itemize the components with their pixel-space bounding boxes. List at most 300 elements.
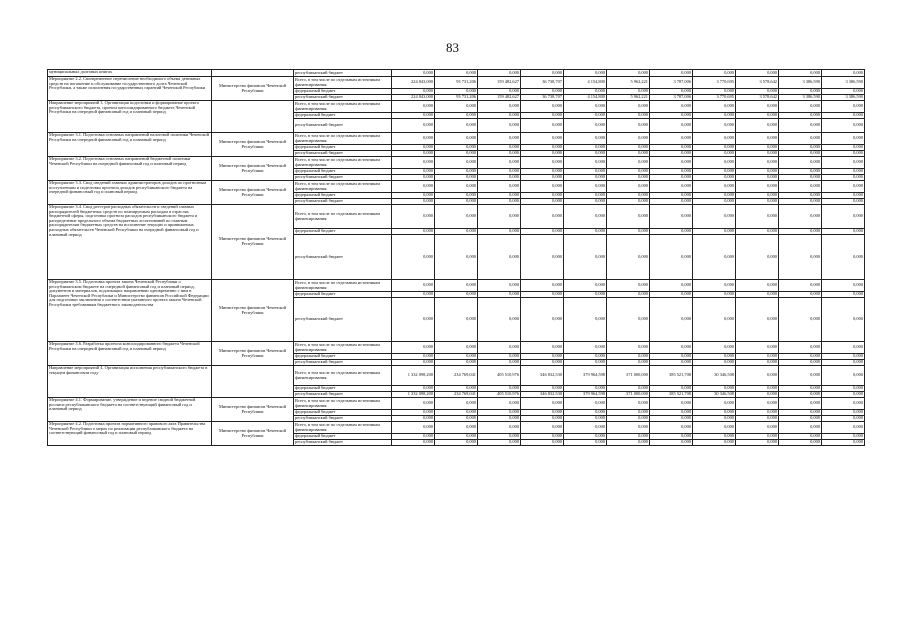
amount-cell: 0,000 [435, 292, 478, 298]
amount-cell: 0,000 [564, 89, 607, 95]
amount-cell: 0,000 [693, 101, 736, 113]
amount-cell: 0,000 [478, 101, 521, 113]
amount-cell: 3 386,590 [779, 95, 822, 101]
amount-cell: 0,000 [607, 175, 650, 181]
executor-cell [212, 70, 294, 77]
amount-cell: 0,000 [607, 280, 650, 292]
amount-cell: 0,000 [736, 416, 779, 422]
amount-cell: 0,000 [521, 133, 564, 145]
amount-cell: 346 832,530 [521, 392, 564, 398]
amount-cell: 3 386,590 [779, 77, 822, 89]
amount-cell: 30 346,508 [693, 366, 736, 386]
amount-cell: 0,000 [392, 360, 435, 366]
amount-cell: 0,000 [650, 342, 693, 354]
executor-cell: Министерство финансов Чеченской Республики [212, 181, 294, 205]
table-row [48, 280, 865, 292]
amount-cell: 0,000 [650, 89, 693, 95]
amount-cell: 0,000 [650, 133, 693, 145]
amount-cell: 0,000 [392, 199, 435, 205]
amount-cell: 0,000 [478, 229, 521, 235]
amount-cell: 0,000 [607, 292, 650, 298]
amount-cell: 0,000 [478, 386, 521, 392]
amount-cell: 0,000 [607, 70, 650, 77]
amount-cell: 0,000 [736, 101, 779, 113]
amount-cell: 0,000 [736, 235, 779, 280]
amount-cell: 0,000 [478, 145, 521, 151]
amount-cell: 0,000 [779, 193, 822, 199]
amount-cell: 0,000 [564, 113, 607, 119]
amount-cell: 0,000 [779, 298, 822, 342]
amount-cell: 0,000 [736, 175, 779, 181]
amount-cell: 0,000 [392, 342, 435, 354]
table-body [48, 70, 865, 446]
amount-cell: 0,000 [478, 280, 521, 292]
amount-cell: 0,000 [736, 229, 779, 235]
amount-cell: 0,000 [435, 205, 478, 229]
amount-cell: 0,000 [736, 354, 779, 360]
amount-cell: 0,000 [521, 416, 564, 422]
amount-cell: 0,000 [392, 410, 435, 416]
funding-source-cell: Всего, в том числе по отдельным источникам финансирования: [294, 157, 392, 169]
amount-cell: 0,000 [564, 292, 607, 298]
amount-cell: 0,000 [607, 235, 650, 280]
amount-cell: 0,000 [822, 360, 865, 366]
amount-cell: 0,000 [736, 422, 779, 434]
amount-cell: 0,000 [779, 101, 822, 113]
amount-cell: 30 346,508 [693, 392, 736, 398]
funding-source-cell: республиканский бюджет [294, 151, 392, 157]
executor-cell: Министерство финансов Чеченской Республики [212, 133, 294, 157]
amount-cell: 0,000 [435, 133, 478, 145]
amount-cell: 0,000 [779, 113, 822, 119]
amount-cell: 0,000 [435, 70, 478, 77]
amount-cell: 0,000 [650, 440, 693, 446]
table-row [48, 70, 865, 77]
amount-cell: 0,000 [392, 422, 435, 434]
amount-cell: 371 000,000 [607, 392, 650, 398]
table-row [48, 342, 865, 354]
amount-cell: 0,000 [435, 145, 478, 151]
table-row [48, 398, 865, 410]
table-row [48, 366, 865, 386]
funding-source-cell: Всего, в том числе по отдельным источникам финансирования: [294, 205, 392, 229]
amount-cell: 0,000 [607, 416, 650, 422]
table-row [48, 133, 865, 145]
amount-cell: 0,000 [693, 133, 736, 145]
amount-cell: 0,000 [650, 292, 693, 298]
amount-cell: 0,000 [564, 298, 607, 342]
amount-cell: 0,000 [564, 181, 607, 193]
amount-cell: 0,000 [564, 151, 607, 157]
amount-cell: 0,000 [435, 386, 478, 392]
amount-cell: 0,000 [822, 70, 865, 77]
amount-cell: 0,000 [607, 434, 650, 440]
amount-cell: 0,000 [521, 145, 564, 151]
amount-cell: 0,000 [564, 354, 607, 360]
amount-cell: 0,000 [564, 360, 607, 366]
funding-source-cell: республиканский бюджет [294, 360, 392, 366]
amount-cell: 0,000 [564, 342, 607, 354]
amount-cell: 0,000 [564, 133, 607, 145]
amount-cell: 0,000 [435, 151, 478, 157]
amount-cell: 0,000 [779, 133, 822, 145]
amount-cell: 0,000 [822, 101, 865, 113]
amount-cell: 0,000 [779, 181, 822, 193]
amount-cell: 0,000 [392, 157, 435, 169]
funding-source-cell: Всего, в том числе по отдельным источникам финансирования: [294, 398, 392, 410]
executor-cell: Министерство финансов Чеченской Республики [212, 280, 294, 342]
amount-cell: 0,000 [607, 422, 650, 434]
activity-name-cell: Мероприятие 2.2. Своевременное перечисление необходимого объема денежных средств на погашение и обслуживание государственного долга Чеченской Республики, а также исполнения государственных гарантий Чеченской Республики [48, 77, 212, 101]
amount-cell: 0,000 [607, 410, 650, 416]
amount-cell: 0,000 [779, 392, 822, 398]
amount-cell: 0,000 [607, 89, 650, 95]
amount-cell: 0,000 [392, 70, 435, 77]
amount-cell: 0,000 [478, 342, 521, 354]
amount-cell: 0,000 [564, 416, 607, 422]
amount-cell: 3 770,695 [693, 77, 736, 89]
amount-cell: 0,000 [478, 235, 521, 280]
amount-cell: 0,000 [392, 354, 435, 360]
amount-cell: 0,000 [435, 422, 478, 434]
amount-cell: 0,000 [478, 434, 521, 440]
amount-cell: 0,000 [435, 280, 478, 292]
amount-cell: 0,000 [607, 342, 650, 354]
amount-cell: 0,000 [392, 175, 435, 181]
amount-cell: 0,000 [822, 205, 865, 229]
funding-source-cell: республиканский бюджет [294, 298, 392, 342]
amount-cell: 0,000 [736, 133, 779, 145]
activity-name-cell: Направление мероприятий 3. Организация подготовки и формирование проекта республиканского бюджета, проекта консолидированного бюджета Чеченской Республики на очередной финансовый год и плановый период [48, 101, 212, 133]
amount-cell: 0,000 [822, 113, 865, 119]
amount-cell: 0,000 [392, 434, 435, 440]
amount-cell: 0,000 [478, 422, 521, 434]
amount-cell: 3 578,642 [736, 95, 779, 101]
amount-cell: 0,000 [521, 193, 564, 199]
amount-cell: 0,000 [478, 70, 521, 77]
amount-cell: 159 482,627 [478, 95, 521, 101]
amount-cell: 346 832,530 [521, 366, 564, 386]
executor-cell: Министерство финансов Чеченской Республики [212, 422, 294, 446]
amount-cell: 0,000 [650, 298, 693, 342]
amount-cell: 0,000 [478, 360, 521, 366]
amount-cell: 0,000 [779, 422, 822, 434]
amount-cell: 0,000 [822, 199, 865, 205]
activity-name-cell: Мероприятие 4.1. Формирование, утверждение и ведение сводной бюджетной росписи республиканского бюджета на соответствующий финансовый год и плановый период [48, 398, 212, 422]
amount-cell: 0,000 [392, 133, 435, 145]
amount-cell: 0,000 [822, 175, 865, 181]
funding-source-cell: федеральный бюджет [294, 434, 392, 440]
amount-cell: 0,000 [693, 235, 736, 280]
amount-cell: 0,000 [392, 292, 435, 298]
amount-cell: 0,000 [822, 416, 865, 422]
amount-cell: 0,000 [822, 133, 865, 145]
amount-cell: 0,000 [564, 280, 607, 292]
amount-cell: 0,000 [521, 386, 564, 392]
amount-cell: 0,000 [478, 133, 521, 145]
amount-cell: 93 731,206 [435, 77, 478, 89]
activity-name-cell: Мероприятие 3.1. Подготовка основных направлений налоговой политики Чеченской Республики на очередной финансовый год и плановый период [48, 133, 212, 157]
table-row [48, 101, 865, 113]
amount-cell: 0,000 [564, 410, 607, 416]
funding-source-cell: федеральный бюджет [294, 354, 392, 360]
funding-source-cell: республиканский бюджет [294, 416, 392, 422]
amount-cell: 0,000 [650, 145, 693, 151]
amount-cell: 0,000 [779, 157, 822, 169]
funding-source-cell: республиканский бюджет [294, 199, 392, 205]
amount-cell: 0,000 [564, 235, 607, 280]
amount-cell: 0,000 [650, 422, 693, 434]
amount-cell: 0,000 [521, 440, 564, 446]
amount-cell: 0,000 [650, 410, 693, 416]
amount-cell: 0,000 [650, 70, 693, 77]
amount-cell: 0,000 [521, 205, 564, 229]
amount-cell: 0,000 [435, 193, 478, 199]
amount-cell: 0,000 [693, 151, 736, 157]
amount-cell: 0,000 [822, 157, 865, 169]
amount-cell: 0,000 [693, 410, 736, 416]
amount-cell: 1 332 098,200 [392, 366, 435, 386]
amount-cell: 0,000 [736, 292, 779, 298]
amount-cell: 0,000 [521, 89, 564, 95]
amount-cell: 3 787,006 [650, 95, 693, 101]
amount-cell: 0,000 [435, 157, 478, 169]
amount-cell: 0,000 [435, 89, 478, 95]
amount-cell: 0,000 [607, 133, 650, 145]
amount-cell: 0,000 [564, 119, 607, 133]
amount-cell: 0,000 [779, 434, 822, 440]
amount-cell: 0,000 [650, 151, 693, 157]
amount-cell: 0,000 [693, 398, 736, 410]
amount-cell: 0,000 [779, 360, 822, 366]
amount-cell: 0,000 [693, 292, 736, 298]
amount-cell: 0,000 [521, 434, 564, 440]
table-row [48, 181, 865, 193]
amount-cell: 0,000 [607, 199, 650, 205]
amount-cell: 0,000 [693, 342, 736, 354]
funding-source-cell: федеральный бюджет [294, 89, 392, 95]
amount-cell: 0,000 [822, 410, 865, 416]
amount-cell: 0,000 [736, 386, 779, 392]
funding-source-cell: Всего, в том числе по отдельным источникам финансирования: [294, 133, 392, 145]
page-number: 83 [446, 40, 459, 55]
amount-cell: 0,000 [392, 440, 435, 446]
amount-cell: 0,000 [607, 157, 650, 169]
amount-cell: 0,000 [435, 342, 478, 354]
amount-cell: 0,000 [392, 181, 435, 193]
amount-cell: 0,000 [693, 434, 736, 440]
amount-cell: 0,000 [521, 422, 564, 434]
amount-cell: 0,000 [736, 440, 779, 446]
amount-cell: 0,000 [822, 342, 865, 354]
activity-name-cell: Мероприятие 3.5. Подготовка проекта закона Чеченской Республики о республиканском бюджете на очередной финансовый год и плановый период, документов и материалов, подлежащих направлению одновременно с ним в Парламент Чеченской Республики и Министерство финансов Российской Федерации для подготовки заключения о соответствии указанного проекта закона Чеченской Республики требованиям бюджетного законодательства [48, 280, 212, 342]
amount-cell: 0,000 [650, 386, 693, 392]
amount-cell: 93 731,206 [435, 95, 478, 101]
amount-cell: 0,000 [435, 199, 478, 205]
amount-cell: 0,000 [521, 280, 564, 292]
amount-cell: 0,000 [478, 151, 521, 157]
amount-cell: 0,000 [564, 398, 607, 410]
amount-cell: 0,000 [736, 398, 779, 410]
amount-cell: 0,000 [779, 119, 822, 133]
amount-cell: 0,000 [521, 169, 564, 175]
amount-cell: 0,000 [435, 119, 478, 133]
table-row [48, 205, 865, 229]
amount-cell: 379 964,598 [564, 366, 607, 386]
amount-cell: 3 787,006 [650, 77, 693, 89]
funding-source-cell: Всего, в том числе по отдельным источникам финансирования: [294, 77, 392, 89]
amount-cell: 0,000 [779, 416, 822, 422]
amount-cell: 0,000 [521, 175, 564, 181]
budget-table [47, 69, 865, 446]
amount-cell: 0,000 [779, 205, 822, 229]
amount-cell: 0,000 [392, 386, 435, 392]
amount-cell: 0,000 [822, 298, 865, 342]
funding-source-cell: Всего, в том числе по отдельным источникам финансирования: [294, 366, 392, 386]
funding-source-cell: федеральный бюджет [294, 292, 392, 298]
funding-source-cell: федеральный бюджет [294, 386, 392, 392]
amount-cell: 0,000 [693, 175, 736, 181]
amount-cell: 0,000 [736, 119, 779, 133]
amount-cell: 1 332 098,200 [392, 392, 435, 398]
amount-cell: 224 843,000 [392, 77, 435, 89]
amount-cell: 0,000 [435, 298, 478, 342]
amount-cell: 0,000 [521, 70, 564, 77]
executor-cell: Министерство финансов Чеченской Республики [212, 77, 294, 101]
amount-cell: 0,000 [822, 398, 865, 410]
amount-cell: 0,000 [650, 175, 693, 181]
funding-source-cell: республиканский бюджет [294, 440, 392, 446]
amount-cell: 0,000 [392, 89, 435, 95]
amount-cell: 0,000 [607, 229, 650, 235]
amount-cell: 0,000 [521, 410, 564, 416]
amount-cell: 0,000 [478, 292, 521, 298]
amount-cell: 0,000 [435, 169, 478, 175]
funding-source-cell: федеральный бюджет [294, 229, 392, 235]
amount-cell: 0,000 [736, 434, 779, 440]
funding-source-cell: федеральный бюджет [294, 113, 392, 119]
amount-cell: 0,000 [392, 235, 435, 280]
amount-cell: 0,000 [607, 145, 650, 151]
amount-cell: 0,000 [564, 434, 607, 440]
amount-cell: 0,000 [650, 398, 693, 410]
amount-cell: 0,000 [478, 169, 521, 175]
funding-source-cell: Всего, в том числе по отдельным источникам финансирования: [294, 181, 392, 193]
amount-cell: 0,000 [736, 145, 779, 151]
amount-cell: 0,000 [607, 193, 650, 199]
amount-cell: 0,000 [650, 157, 693, 169]
amount-cell: 0,000 [779, 70, 822, 77]
amount-cell: 0,000 [521, 199, 564, 205]
amount-cell: 3 770,695 [693, 95, 736, 101]
amount-cell: 0,000 [693, 181, 736, 193]
amount-cell: 0,000 [693, 354, 736, 360]
amount-cell: 3 386,590 [822, 95, 865, 101]
amount-cell: 0,000 [435, 354, 478, 360]
amount-cell: 0,000 [392, 101, 435, 113]
amount-cell: 0,000 [736, 193, 779, 199]
amount-cell: 0,000 [435, 416, 478, 422]
amount-cell: 405 510,976 [478, 366, 521, 386]
amount-cell: 0,000 [822, 119, 865, 133]
amount-cell: 4 154,800 [564, 77, 607, 89]
amount-cell: 0,000 [564, 145, 607, 151]
amount-cell: 0,000 [822, 422, 865, 434]
amount-cell: 0,000 [650, 199, 693, 205]
amount-cell: 0,000 [564, 440, 607, 446]
amount-cell: 0,000 [736, 89, 779, 95]
amount-cell: 0,000 [435, 175, 478, 181]
amount-cell: 0,000 [435, 440, 478, 446]
amount-cell: 0,000 [779, 410, 822, 416]
amount-cell: 0,000 [435, 410, 478, 416]
amount-cell: 0,000 [607, 169, 650, 175]
amount-cell: 0,000 [564, 205, 607, 229]
amount-cell: 0,000 [650, 416, 693, 422]
amount-cell: 0,000 [650, 113, 693, 119]
amount-cell: 0,000 [693, 416, 736, 422]
amount-cell: 0,000 [736, 342, 779, 354]
amount-cell: 0,000 [693, 360, 736, 366]
amount-cell: 0,000 [650, 235, 693, 280]
amount-cell: 0,000 [435, 434, 478, 440]
amount-cell: 0,000 [392, 119, 435, 133]
amount-cell: 0,000 [822, 292, 865, 298]
amount-cell: 0,000 [478, 398, 521, 410]
amount-cell: 0,000 [779, 199, 822, 205]
amount-cell: 0,000 [650, 193, 693, 199]
table-row [48, 422, 865, 434]
amount-cell: 0,000 [478, 89, 521, 95]
activity-name-cell: муниципальных долговых книгах [48, 70, 212, 77]
amount-cell: 0,000 [564, 175, 607, 181]
amount-cell: 379 964,598 [564, 392, 607, 398]
amount-cell: 234 769,041 [435, 366, 478, 386]
amount-cell: 0,000 [521, 235, 564, 280]
funding-source-cell: республиканский бюджет [294, 175, 392, 181]
executor-cell: Министерство финансов Чеченской Республики [212, 205, 294, 280]
amount-cell: 0,000 [693, 386, 736, 392]
amount-cell: 0,000 [822, 145, 865, 151]
amount-cell: 0,000 [392, 398, 435, 410]
amount-cell: 0,000 [607, 398, 650, 410]
amount-cell: 0,000 [693, 145, 736, 151]
funding-source-cell: Всего, в том числе по отдельным источникам финансирования: [294, 342, 392, 354]
amount-cell: 0,000 [650, 101, 693, 113]
amount-cell: 0,000 [564, 386, 607, 392]
amount-cell: 0,000 [392, 145, 435, 151]
amount-cell: 0,000 [822, 89, 865, 95]
amount-cell: 0,000 [521, 398, 564, 410]
funding-source-cell: Всего, в том числе по отдельным источникам финансирования: [294, 101, 392, 113]
amount-cell: 0,000 [392, 205, 435, 229]
amount-cell: 0,000 [392, 298, 435, 342]
amount-cell: 0,000 [650, 229, 693, 235]
amount-cell: 159 482,627 [478, 77, 521, 89]
funding-source-cell: республиканский бюджет [294, 235, 392, 280]
amount-cell: 0,000 [822, 386, 865, 392]
amount-cell: 0,000 [736, 366, 779, 386]
amount-cell: 0,000 [435, 181, 478, 193]
amount-cell: 0,000 [478, 113, 521, 119]
amount-cell: 0,000 [736, 157, 779, 169]
amount-cell: 0,000 [607, 119, 650, 133]
funding-source-cell: республиканский бюджет [294, 95, 392, 101]
funding-source-cell: федеральный бюджет [294, 169, 392, 175]
amount-cell: 0,000 [564, 193, 607, 199]
amount-cell: 0,000 [607, 360, 650, 366]
amount-cell: 0,000 [693, 199, 736, 205]
